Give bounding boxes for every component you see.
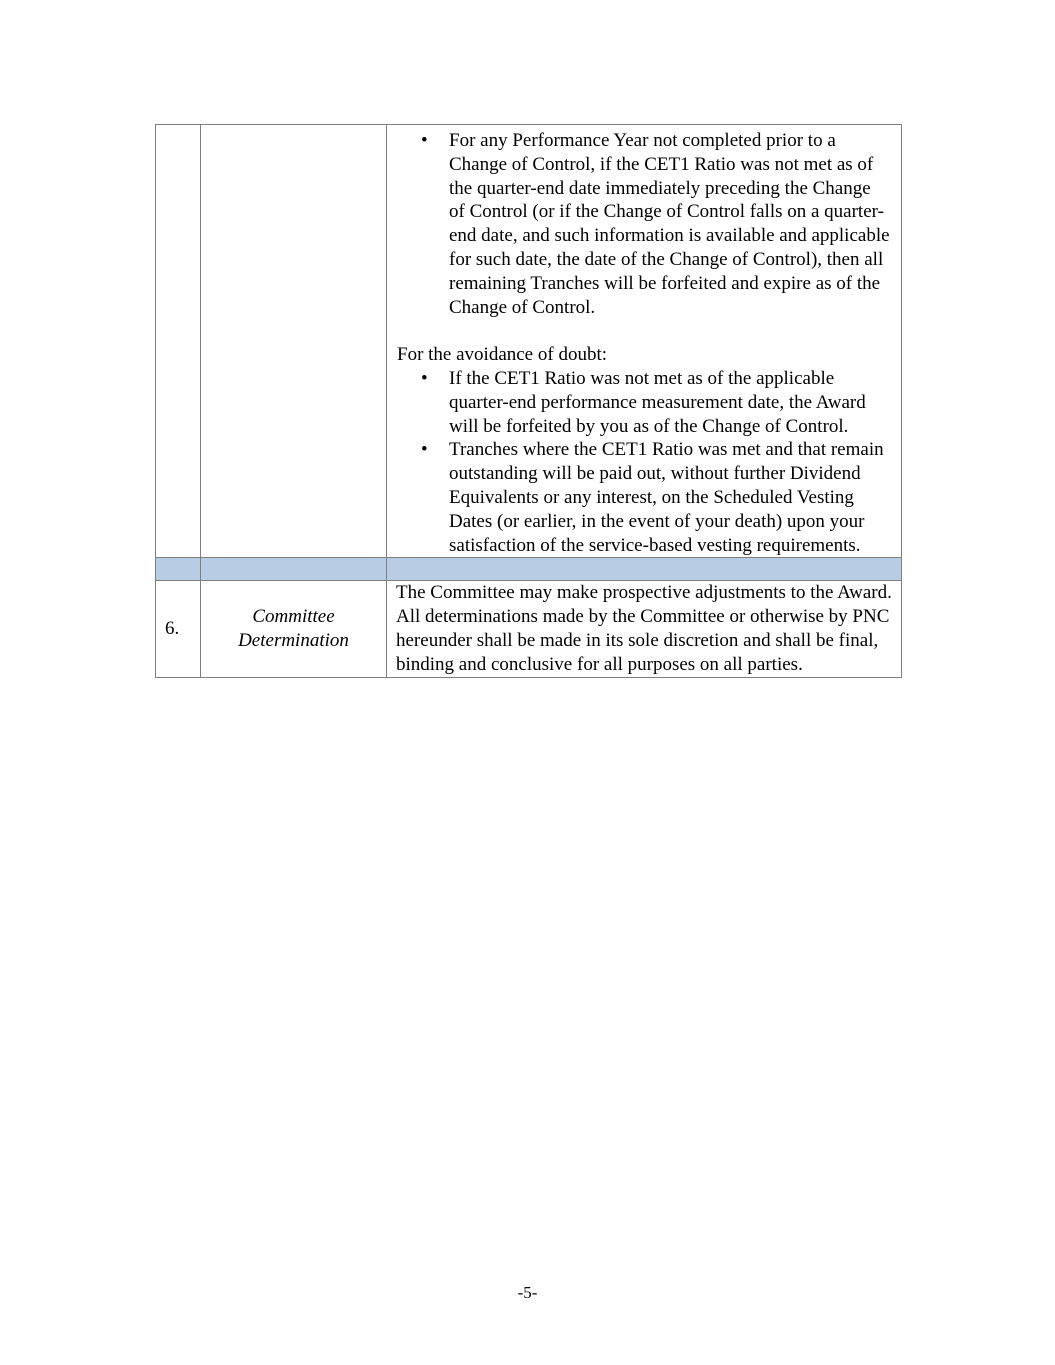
list-item <box>397 129 891 319</box>
table-row-section-6 <box>156 581 902 677</box>
list-item <box>397 438 891 557</box>
bullet-text: Tranches where the CET1 Ratio was met and that remain outstanding will be paid out, without further Dividend Equivalents or any interest, on the Scheduled Vesting Dates (or earlier, in the event of your death) upon your satisfaction of the service-based vesting requirements. <box>449 439 884 556</box>
number-cell-empty <box>156 125 201 558</box>
bullet-icon: • <box>421 130 428 151</box>
bullet-icon: • <box>421 439 428 461</box>
bullet-icon: • <box>421 367 428 389</box>
title-cell-empty <box>201 125 387 558</box>
bullet-list-top <box>397 129 891 319</box>
page-number: -5- <box>517 1283 538 1302</box>
shaded-cell <box>156 558 201 581</box>
section-title <box>201 581 387 677</box>
section-number: 6. <box>156 581 201 677</box>
shaded-cell <box>201 558 387 581</box>
bullet-text: For any Performance Year not completed prior to a Change of Control, if the CET1 Ratio was not met as of the quarter-end date immediately preceding the Change of Control (or if the Change of Control falls on a quarter-end date, and such information is available and applicable for such date, the date of the Change of Control), then all remaining Tranches will be forfeited and expire as of the Change of Control. <box>449 130 890 318</box>
bullet-list-avoidance <box>397 367 891 557</box>
terms-table <box>155 124 902 678</box>
section-title-line-1: Committee <box>252 606 335 628</box>
avoidance-intro: For the avoidance of doubt: <box>397 344 608 366</box>
shaded-cell <box>387 558 902 581</box>
table-row-continued <box>156 125 902 558</box>
list-item <box>397 367 891 438</box>
section-body: The Committee may make prospective adjustments to the Award. All determinations made by the Committee or otherwise by PNC hereunder shall be made in its sole discretion and shall be final, binding and conclusive for all purposes on all parties. <box>387 581 902 677</box>
bullet-text: If the CET1 Ratio was not met as of the applicable quarter-end performance measurement date, the Award will be forfeited by you as of the Change of Control. <box>449 367 866 437</box>
section-title-line-2: Determination <box>238 629 349 651</box>
shaded-separator-row <box>156 558 902 581</box>
body-cell-continued <box>387 125 902 558</box>
